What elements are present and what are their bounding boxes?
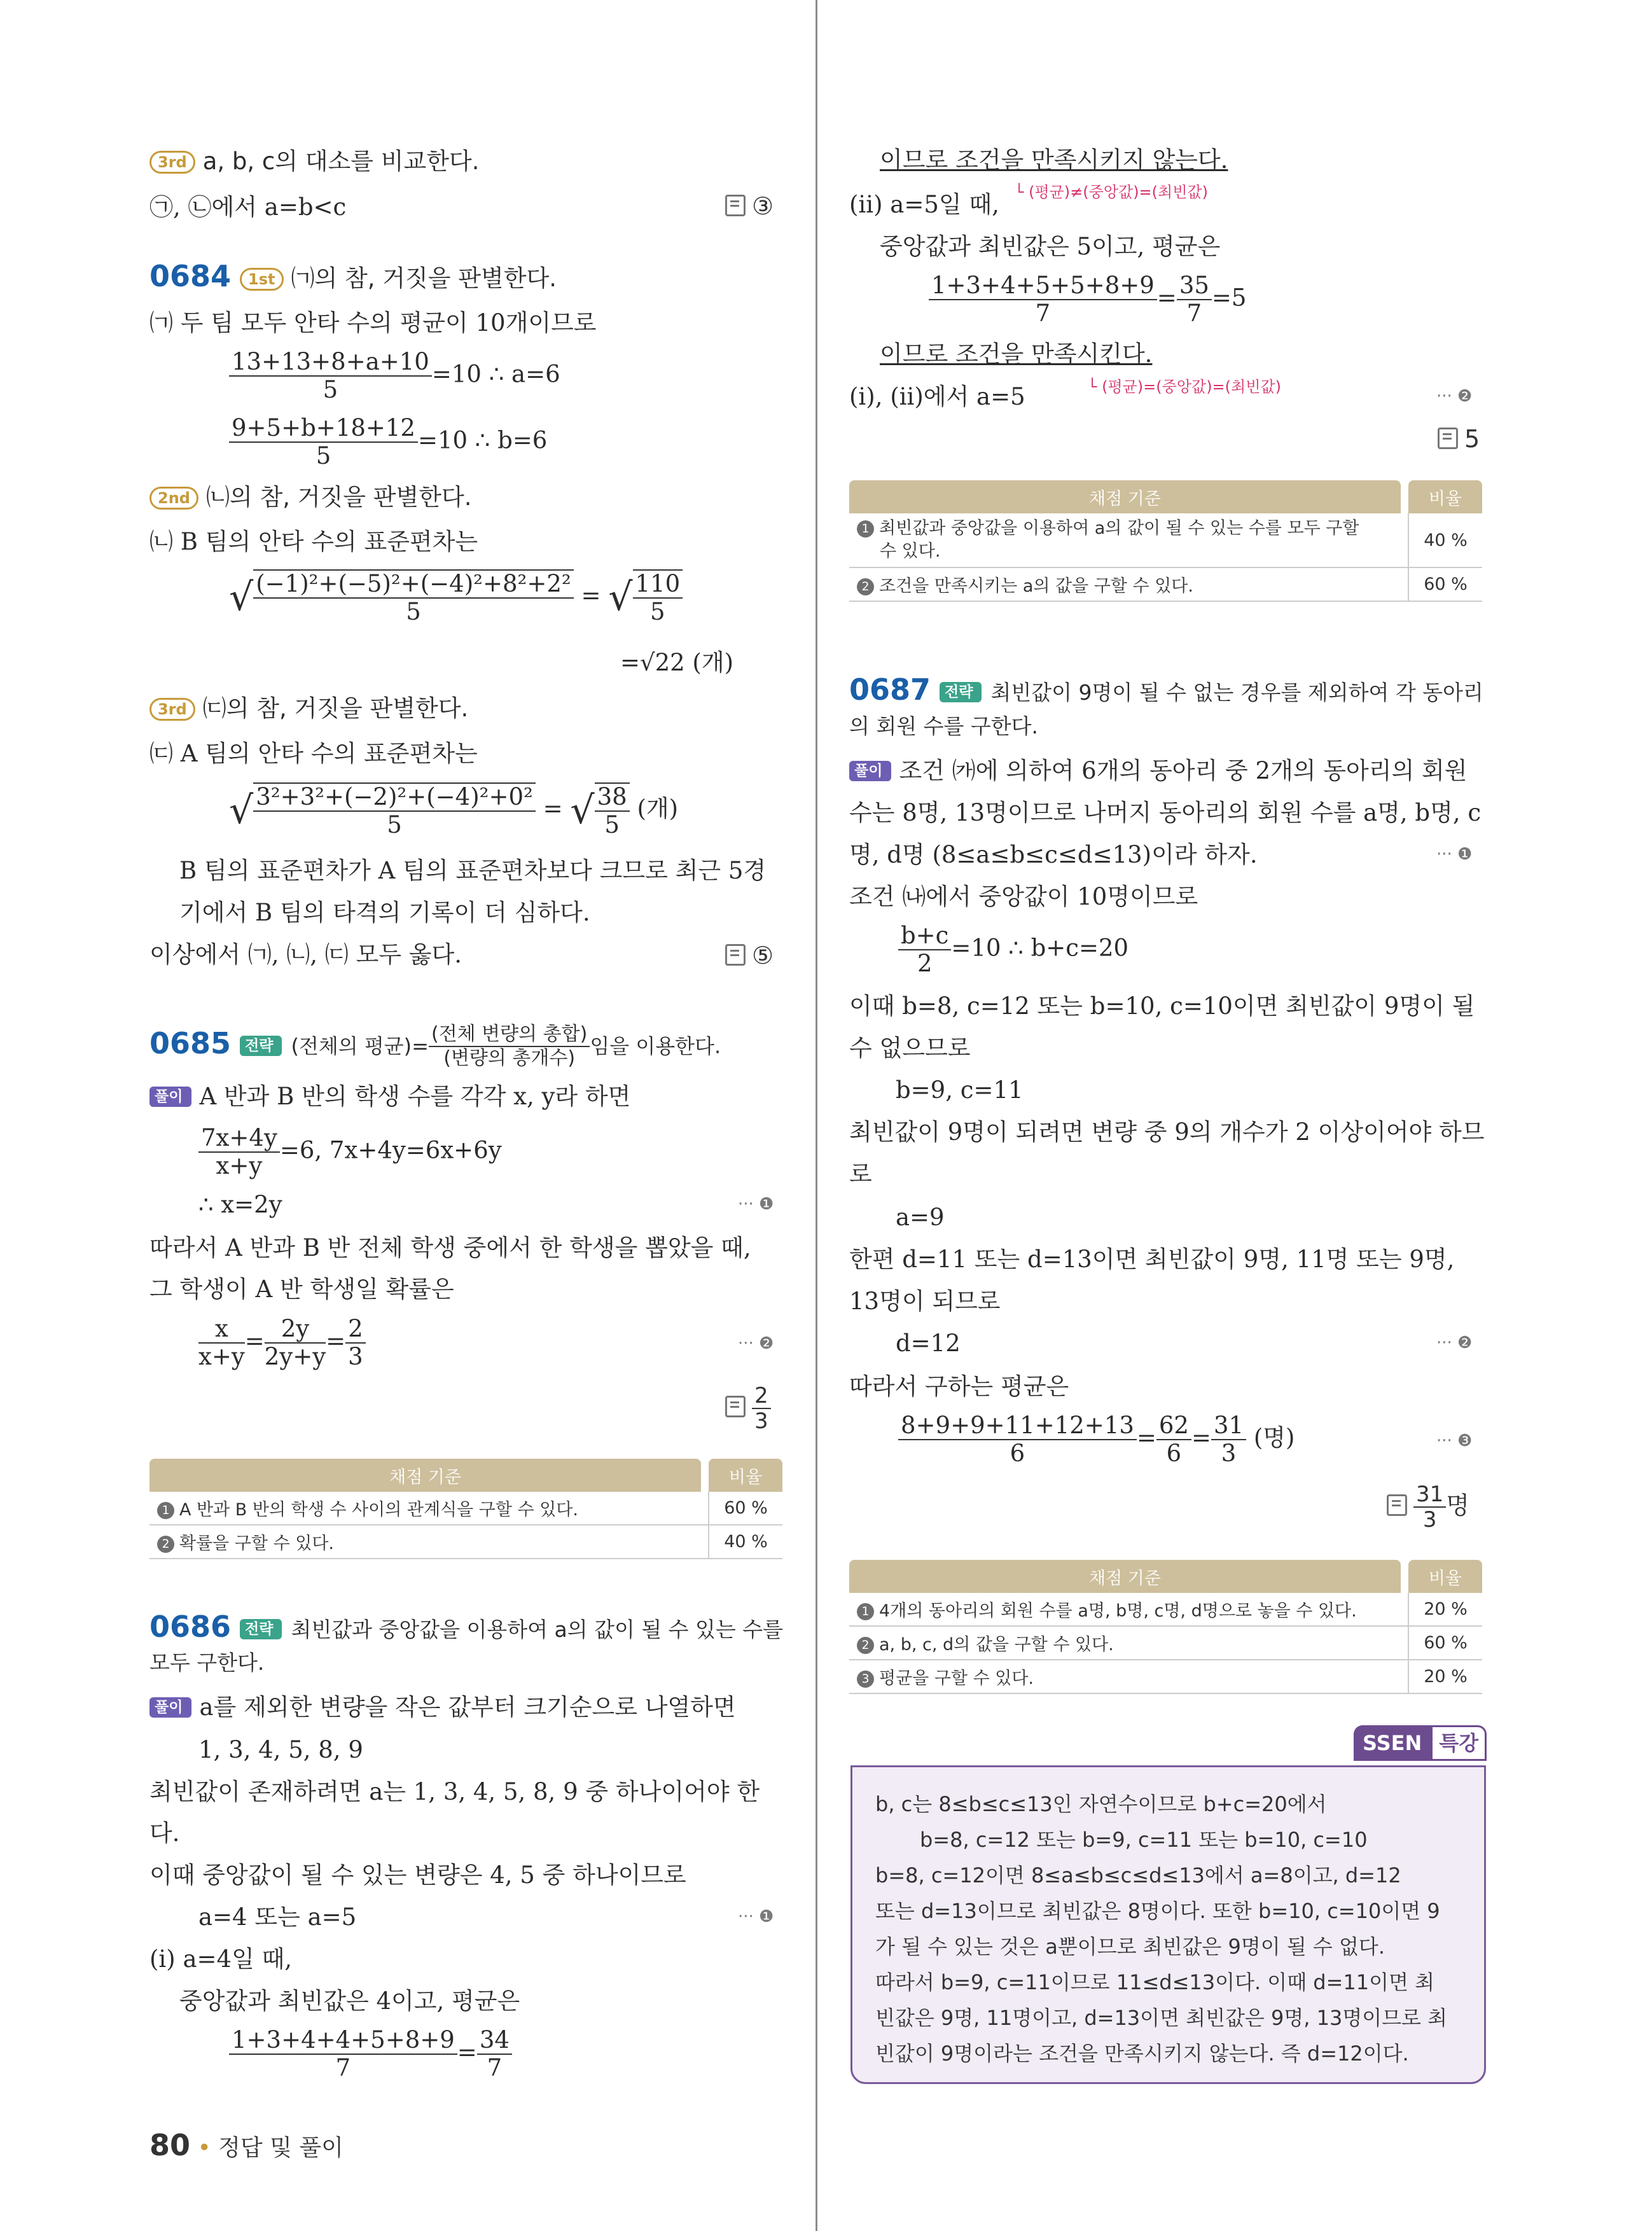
problem-number: 0687 [849, 672, 931, 707]
solution-line: 1, 3, 4, 5, 8, 9 [198, 1736, 363, 1763]
score-mark: ··· ❶ [738, 1195, 774, 1214]
solution-line: 풀이 A 반과 B 반의 학생 수를 각각 x, y라 하면 [149, 1083, 630, 1111]
answer: 5 [1438, 425, 1480, 453]
solution-badge: 풀이 [849, 761, 891, 781]
solution-line: B 팀의 표준편차가 A 팀의 표준편차보다 크므로 최근 5경 [179, 857, 767, 884]
solution-line: 로 [849, 1160, 872, 1188]
formula: $\frac{13+13+8+a+10}{5}$ =10 ∴ a=6 [229, 349, 560, 403]
column-divider [816, 0, 817, 2231]
solution-line: 이상에서 ㈀, ㈁, ㈂ 모두 옳다. [149, 941, 462, 968]
solution-line: 최빈값이 존재하려면 a는 1, 3, 4, 5, 8, 9 중 하나이어야 한 [149, 1778, 760, 1805]
step-line: 2nd ㈁의 참, 거짓을 판별한다. [149, 483, 471, 511]
solution-line: ㈂ A 팀의 안타 수의 표준편차는 [149, 740, 478, 767]
formula: $\frac{x}{x+y}$ = $\frac{2y}{2y+y}$ = $\frac{2}{3}$ [198, 1316, 366, 1370]
special-line: 또는 d=13이므로 최빈값은 8명이다. 또한 b=10, c=10이면 9 [875, 1899, 1440, 1923]
special-lecture-box [850, 1765, 1486, 2084]
annotation: └ (평균)=(중앙값)=(최빈값) [1088, 378, 1281, 396]
problem-number: 0684 [149, 259, 232, 293]
answer: $\frac{31}{3}$ 명 [1387, 1482, 1469, 1532]
problem-number: 0686 [149, 1609, 232, 1644]
solution-line: (ii) a=5일 때, [849, 191, 999, 218]
solution-line: 수는 8명, 13명이므로 나머지 동아리의 회원 수를 a명, b명, c [849, 799, 1482, 826]
strategy-line: 모두 구한다. [149, 1650, 265, 1675]
page-footer: 80 • 정답 및 풀이 [149, 2128, 344, 2162]
page-number: 80 [149, 2128, 191, 2162]
special-line: 가 될 수 있는 것은 a뿐이므로 최빈값은 9명이 될 수 없다. [875, 1935, 1385, 1959]
solution-line: a=4 또는 a=5 [198, 1903, 357, 1931]
formula-sqrt: √ $\frac{\text{3²+3²+(−2)²+(−4)²+0²}}{5}$ = √ $\frac{38}{5}$ (개) [229, 783, 679, 838]
solution-line: 이때 b=8, c=12 또는 b=10, c=10이면 최빈값이 9명이 될 [849, 992, 1475, 1020]
solution-line: 한편 d=11 또는 d=13이면 최빈값이 9명, 11명 또는 9명, [849, 1246, 1455, 1273]
formula: $\frac{9+5+b+18+12}{5}$ =10 ∴ b=6 [229, 415, 547, 469]
solution-line: 13명이 되므로 [849, 1288, 1001, 1315]
special-line: b, c는 8≤b≤c≤13인 자연수이므로 b+c=20에서 [875, 1792, 1327, 1816]
grading-table-0685: 채점 기준 비율 1 A 반과 B 반의 학생 수 사이의 관계식을 구할 수 있다. 60 % 2 확률을 구할 수 있다. 40 % [149, 1459, 782, 1559]
formula: $\frac{b+c}{2}$ =10 ∴ b+c=20 [898, 922, 1128, 977]
solution-line: 이때 중앙값이 될 수 있는 변량은 4, 5 중 하나이므로 [149, 1861, 686, 1889]
problem-header-0687: 0687 전략 최빈값이 9명이 될 수 없는 경우를 제외하여 각 동아리 [849, 672, 1483, 707]
strategy-line: 의 회원 수를 구한다. [849, 714, 1038, 739]
answer-icon [725, 944, 746, 966]
solution-line: 따라서 구하는 평균은 [849, 1373, 1069, 1400]
solution-line: ㈀ 두 팀 모두 안타 수의 평균이 10개이므로 [149, 309, 597, 337]
special-line: b=8, c=12이면 8≤a≤b≤c≤d≤13에서 a=8이고, d=12 [875, 1863, 1401, 1887]
formula: $\frac{7x+4y}{x+y}$ =6, 7x+4y=6x+6y [198, 1125, 502, 1179]
strategy-badge: 전략 [940, 682, 982, 702]
formula: $\frac{1+3+4+4+5+8+9}{7}$ = $\frac{34}{7}$ [229, 2027, 512, 2082]
problem-number: 0685 [149, 1025, 232, 1060]
solution-line: 이므로 조건을 만족시킨다. [880, 340, 1153, 368]
annotation: └ (평균)≠(중앙값)=(최빈값) [1015, 183, 1208, 201]
problem-header-0685: 0685 전략 (전체의 평균)= $\frac{\text{(전체 변량의 총합)}}{\text{(변량의 총개수)}}$ 임을 이용한다. [149, 1023, 721, 1069]
special-line: 빈값은 9명, 11명이고, d=13이면 최빈값은 9명, 13명이므로 최 [875, 2006, 1448, 2030]
solution-line: 명, d명 (8≤a≤b≤c≤d≤13)이라 하자. [849, 841, 1258, 868]
solution-line: ∴ x=2y [198, 1191, 282, 1218]
solution-line: 풀이 조건 ㈎에 의하여 6개의 동아리 중 2개의 동아리의 회원 [849, 757, 1467, 785]
solution-line: 따라서 A 반과 B 반 전체 학생 중에서 한 학생을 뽑았을 때, [149, 1234, 751, 1261]
solution-line: 중앙값과 최빈값은 4이고, 평균은 [179, 1987, 520, 2015]
strategy-badge: 전략 [240, 1036, 282, 1056]
solution-badge: 풀이 [149, 1087, 191, 1107]
grading-table-0687: 채점 기준 비율 1 4개의 동아리의 회원 수를 a명, b명, c명, d명으로 놓을 수 있다. 20 % 2 a, b, c, d의 값을 구할 수 있다. 60 % 3 평균을 구할 수 있다. 20 % [849, 1560, 1482, 1694]
special-lecture-badge: SSEN 특강 [1354, 1725, 1487, 1761]
formula: $\frac{1+3+4+5+5+8+9}{7}$ = $\frac{35}{7}$ =5 [929, 272, 1246, 327]
solution-line: 최빈값이 9명이 되려면 변량 중 9의 개수가 2 이상이어야 하므 [849, 1118, 1485, 1146]
solution-line: 그 학생이 A 반 학생일 확률은 [149, 1275, 454, 1303]
answer: ⑤ [725, 942, 774, 970]
score-mark: ··· ❸ [1436, 1431, 1473, 1450]
step-tag: 1st [240, 268, 283, 291]
solution-line: ㉠, ㉡에서 a=b<c [149, 193, 347, 221]
solution-line: (i), (ii)에서 a=5 [849, 383, 1025, 410]
answer-icon [1438, 427, 1458, 449]
score-mark: ··· ❷ [738, 1334, 774, 1353]
score-mark: ··· ❷ [1436, 1333, 1473, 1352]
formula-sqrt: √ $\frac{\text{(−1)²+(−5)²+(−4)²+8²+2²}}{5}$ = √ $\frac{110}{5}$ [229, 569, 683, 625]
solution-badge: 풀이 [149, 1697, 191, 1718]
step-tag: 3rd [149, 151, 195, 174]
special-line: 따라서 b=9, c=11이므로 11≤d≤13이다. 이때 d=11이면 최 [875, 1970, 1435, 1994]
solution-line: 이므로 조건을 만족시키지 않는다. [880, 146, 1228, 174]
solution-line: 다. [149, 1819, 180, 1847]
solution-line: ㈁ B 팀의 안타 수의 표준편차는 [149, 528, 478, 555]
step-line: 3rd ㈂의 참, 거짓을 판별한다. [149, 695, 468, 723]
problem-header-0686: 0686 전략 최빈값과 중앙값을 이용하여 a의 값이 될 수 있는 수를 [149, 1609, 784, 1644]
special-line: b=8, c=12 또는 b=9, c=11 또는 b=10, c=10 [920, 1828, 1368, 1852]
answer-icon [725, 1396, 746, 1417]
answer-icon [725, 195, 746, 216]
answer: $\frac{2}{3}$ [725, 1384, 771, 1433]
score-mark: ··· ❶ [1436, 845, 1473, 864]
solution-line: 기에서 B 팀의 타격의 기록이 더 심하다. [179, 899, 590, 926]
formula: $\frac{8+9+9+11+12+13}{6}$ = $\frac{62}{6}$ = $\frac{31}{3}$ (명) [898, 1412, 1295, 1467]
solution-line: 조건 ㈏에서 중앙값이 10명이므로 [849, 883, 1198, 910]
grading-table-0686: 채점 기준 비율 1 최빈값과 중앙값을 이용하여 a의 값이 될 수 있는 수를 모두 구할 수 있다. 40 % 2 조건을 만족시키는 a의 값을 구할 수 있다. 60 % [849, 480, 1482, 602]
solution-line: 수 없으므로 [849, 1034, 971, 1062]
answer-icon [1387, 1494, 1407, 1516]
solution-line: 중앙값과 최빈값은 5이고, 평균은 [880, 233, 1221, 260]
solution-line: b=9, c=11 [896, 1076, 1024, 1104]
formula-result: =√22 (개) [620, 649, 734, 676]
solution-line: 풀이 a를 제외한 변량을 작은 값부터 크기순으로 나열하면 [149, 1693, 736, 1721]
solution-line: d=12 [896, 1330, 961, 1357]
solution-line: (i) a=4일 때, [149, 1945, 293, 1973]
solution-line: a=9 [896, 1204, 945, 1231]
special-line: 빈값이 9명이라는 조건을 만족시키지 않는다. 즉 d=12이다. [875, 2041, 1409, 2066]
footer-title: 정답 및 풀이 [218, 2135, 344, 2161]
problem-header-0684: 0684 1st ㈀의 참, 거짓을 판별한다. [149, 259, 557, 293]
step-tag: 3rd [149, 698, 195, 721]
answer: ③ [725, 192, 774, 220]
step-line: 3rd a, b, c의 대소를 비교한다. [149, 148, 480, 176]
score-mark: ··· ❷ [1436, 387, 1473, 406]
strategy-badge: 전략 [240, 1619, 282, 1639]
score-mark: ··· ❶ [738, 1907, 774, 1926]
step-tag: 2nd [149, 487, 198, 510]
